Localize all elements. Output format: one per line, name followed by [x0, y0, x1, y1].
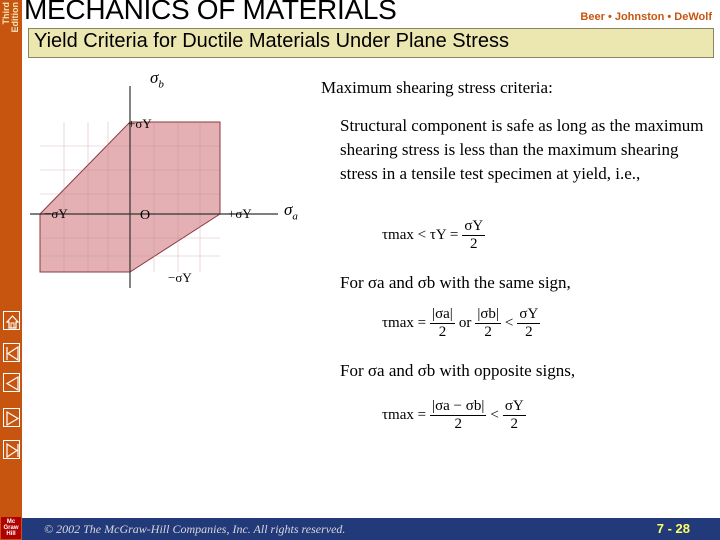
- label-minus-sigma-y-left: −σY: [44, 206, 68, 221]
- formula-2-fraction-y: [517, 306, 540, 341]
- nav-previous-button[interactable]: [3, 373, 20, 392]
- page-number: 7 - 28: [656, 521, 690, 536]
- criteria-paragraph: Structural component is safe as long as the maximum shearing stress is less than the maximum shearing stress in a tensile test specimen at yield, i.e.,: [340, 116, 704, 183]
- axis-label-sigma-a: $\sigma_a$: [284, 200, 298, 223]
- next-icon: [4, 409, 21, 428]
- slide-title: Yield Criteria for Ductile Materials Under Plane Stress: [34, 30, 509, 52]
- formula-1-den: 2: [470, 236, 478, 252]
- formula-2-num-b: |σb|: [477, 306, 499, 322]
- authors: Beer • Johnston • DeWolf: [580, 11, 712, 23]
- formula-3-den-diff: 2: [454, 416, 462, 432]
- label-plus-sigma-y-right: +σY: [228, 206, 252, 221]
- first-icon: [4, 344, 21, 363]
- formula-1-fraction: [462, 218, 485, 253]
- formula-3: [382, 398, 526, 433]
- formula-2-fraction-b: [475, 306, 501, 341]
- nav-next-button[interactable]: [3, 408, 20, 427]
- axis-label-sigma-b: $\sigma_b$: [150, 68, 164, 91]
- formula-3-num-diff: |σa − σb|: [432, 398, 485, 414]
- formula-3-lt: <: [490, 407, 499, 423]
- formula-3-lhs: τmax =: [382, 407, 427, 423]
- formula-3-den-y: 2: [510, 416, 519, 432]
- yield-hexagon-diagram: [28, 66, 318, 296]
- criteria-heading: Maximum shearing stress criteria:: [321, 78, 553, 97]
- formula-3-fraction-diff: [430, 398, 486, 433]
- edition-line2: Edition: [10, 2, 20, 33]
- edition-line1: Third: [1, 2, 11, 25]
- last-icon: [4, 441, 21, 460]
- formula-2-or: or: [458, 315, 472, 331]
- copyright: © 2002 The McGraw-Hill Companies, Inc. All rights reserved.: [44, 522, 346, 536]
- nav-home-button[interactable]: [3, 311, 20, 330]
- label-origin: O: [140, 208, 151, 223]
- formula-2-lt: <: [504, 315, 514, 331]
- case-opposite-sign: For σa and σb with opposite signs,: [340, 361, 576, 380]
- formula-3-num-y: σY: [504, 398, 524, 414]
- mcgraw-hill-logo: Mc Graw Hill: [1, 517, 21, 539]
- label-plus-sigma-y-top: +σY: [128, 116, 152, 131]
- formula-1-lhs: τmax < τY =: [382, 227, 459, 243]
- formula-2-num-y: σY: [519, 306, 539, 322]
- previous-icon: [4, 374, 21, 393]
- home-icon: [4, 312, 21, 331]
- formula-2-den-a: 2: [438, 324, 447, 340]
- formula-2-den-b: 2: [484, 324, 492, 340]
- label-minus-sigma-y-bottom: −σY: [168, 270, 192, 285]
- formula-2: [382, 306, 540, 341]
- formula-1-num: σY: [464, 218, 484, 234]
- nav-first-button[interactable]: [3, 343, 20, 362]
- edition-label: [0, 0, 22, 44]
- formula-1: [382, 218, 485, 253]
- formula-3-fraction-y: [503, 398, 526, 433]
- case-same-sign: For σa and σb with the same sign,: [340, 273, 571, 292]
- formula-2-den-y: 2: [525, 324, 533, 340]
- formula-2-num-a: |σa|: [432, 306, 453, 322]
- formula-2-lhs: τmax =: [382, 315, 427, 331]
- book-title: MECHANICS OF MATERIALS: [24, 0, 397, 25]
- nav-last-button[interactable]: [3, 440, 20, 459]
- formula-2-fraction-a: [430, 306, 455, 341]
